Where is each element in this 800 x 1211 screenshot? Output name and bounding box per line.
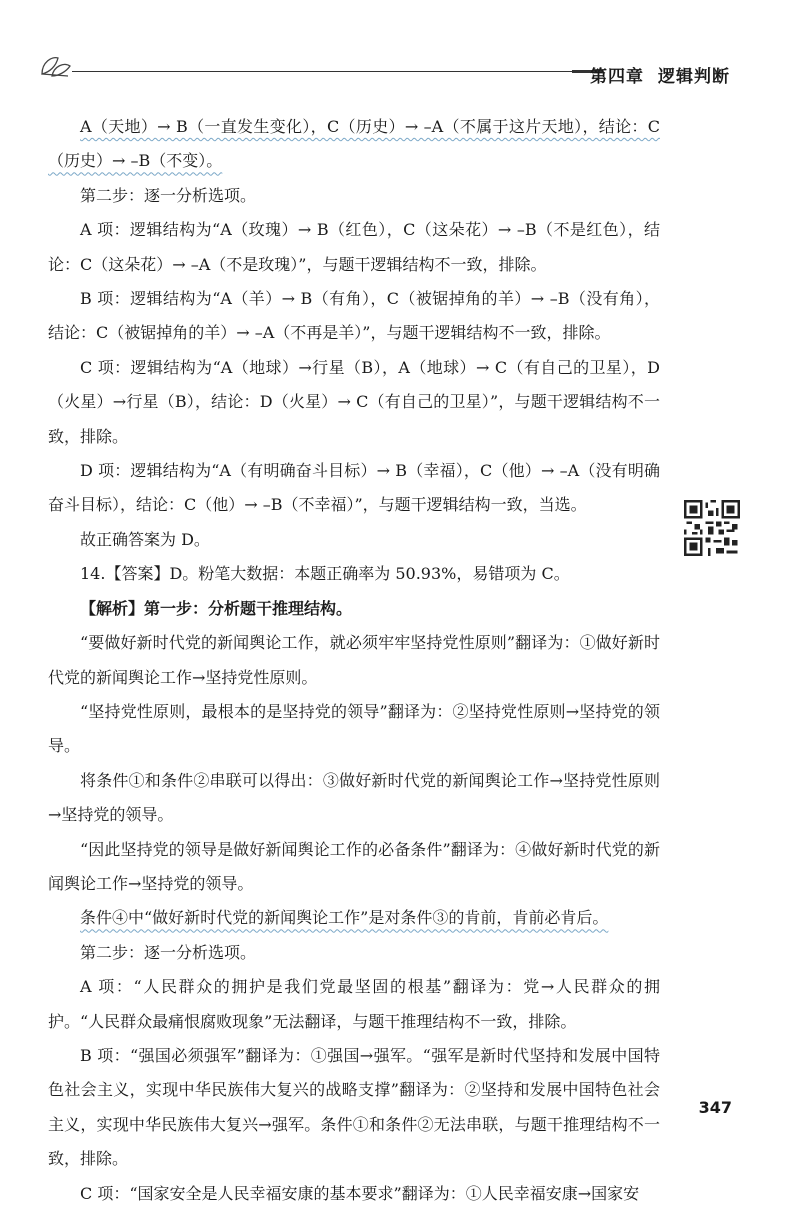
paragraph: “坚持党性原则，最根本的是坚持党的领导”翻译为：②坚持党性原则→坚持党的领导。 [48, 701, 660, 756]
paragraph: C 项：逻辑结构为“A（地球）→行星（B），A（地球）→ C（有自己的卫星），D（火星）→行星（B），结论：D（火星）→ C（有自己的卫星）”，与题干逻辑结构不一致，排除。 [48, 357, 660, 446]
leaf-outline-icon [38, 52, 72, 80]
page-header [0, 0, 800, 100]
paragraph: “要做好新时代党的新闻舆论工作，就必须牢牢坚持党性原则”翻译为：①做好新时代党的新闻舆论工作→坚持党性原则。 [48, 633, 660, 687]
page-number: 347 [698, 1098, 732, 1117]
paragraph: A（天地）→ B（一直发生变化），C（历史）→ –A（不属于这片天地），结论：C（历史）→ –B（不变）。 [48, 117, 660, 171]
paragraph: 第二步：逐一分析选项。 [80, 185, 257, 205]
chapter-name: 逻辑判断 [658, 67, 730, 87]
qr-code-icon[interactable] [684, 500, 740, 556]
header-rule [72, 71, 602, 72]
paragraph: “因此坚持党的领导是做好新闻舆论工作的必备条件”翻译为：④做好新时代党的新闻舆论工作→坚持党的领导。 [48, 839, 660, 893]
paragraph: 将条件①和条件②串联可以得出：③做好新时代党的新闻舆论工作→坚持党性原则→坚持党的领导。 [48, 770, 660, 825]
paragraph: A 项：“人民群众的拥护是我们党最坚固的根基”翻译为：党→人民群众的拥护。“人民群众最痛恨腐败现象”无法翻译，与题干推理结构不一致，排除。 [48, 977, 660, 1031]
paragraph: B 项：“强国必须强军”翻译为：①强国→强军。“强军是新时代坚持和发展中国特色社会主义，实现中华民族伟大复兴的战略支撑”翻译为：②坚持和发展中国特色社会主义，实现中华民族伟大复兴→强军。条件①和条件②无法串联，与题干推理结构不一致，排除。 [48, 1045, 660, 1169]
chapter-number: 第四章 [590, 67, 644, 87]
paragraph: A 项：逻辑结构为“A（玫瑰）→ B（红色），C（这朵花）→ –B（不是红色），结论：C（这朵花）→ –A（不是玫瑰）”，与题干逻辑结构不一致，排除。 [48, 220, 660, 274]
paragraph: D 项：逻辑结构为“A（有明确奋斗目标）→ B（幸福），C（他）→ –A（没有明确奋斗目标），结论：C（他）→ –B（不幸福）”，与题干逻辑结构一致，当选。 [48, 461, 660, 515]
chapter-title [590, 62, 730, 87]
paragraph: 第二步：逐一分析选项。 [80, 942, 257, 962]
paragraph: 条件④中“做好新时代党的新闻舆论工作”是对条件③的肯前，肯前必肯后。 [80, 908, 609, 928]
paragraph: C 项：“国家安全是人民幸福安康的基本要求”翻译为：①人民幸福安康→国家安 [80, 1183, 640, 1203]
paragraph: 故正确答案为 D。 [80, 529, 210, 549]
page-body [48, 110, 660, 1211]
paragraph: B 项：逻辑结构为“A（羊）→ B（有角），C（被锯掉角的羊）→ –B（没有角），结论：C（被锯掉角的羊）→ –A（不再是羊）”，与题干逻辑结构不一致，排除。 [48, 289, 660, 343]
analysis-heading: 【解析】第一步：分析题干推理结构。 [80, 598, 353, 618]
answer-line: 14.【答案】D。粉笔大数据：本题正确率为 50.93%，易错项为 C。 [80, 564, 570, 584]
